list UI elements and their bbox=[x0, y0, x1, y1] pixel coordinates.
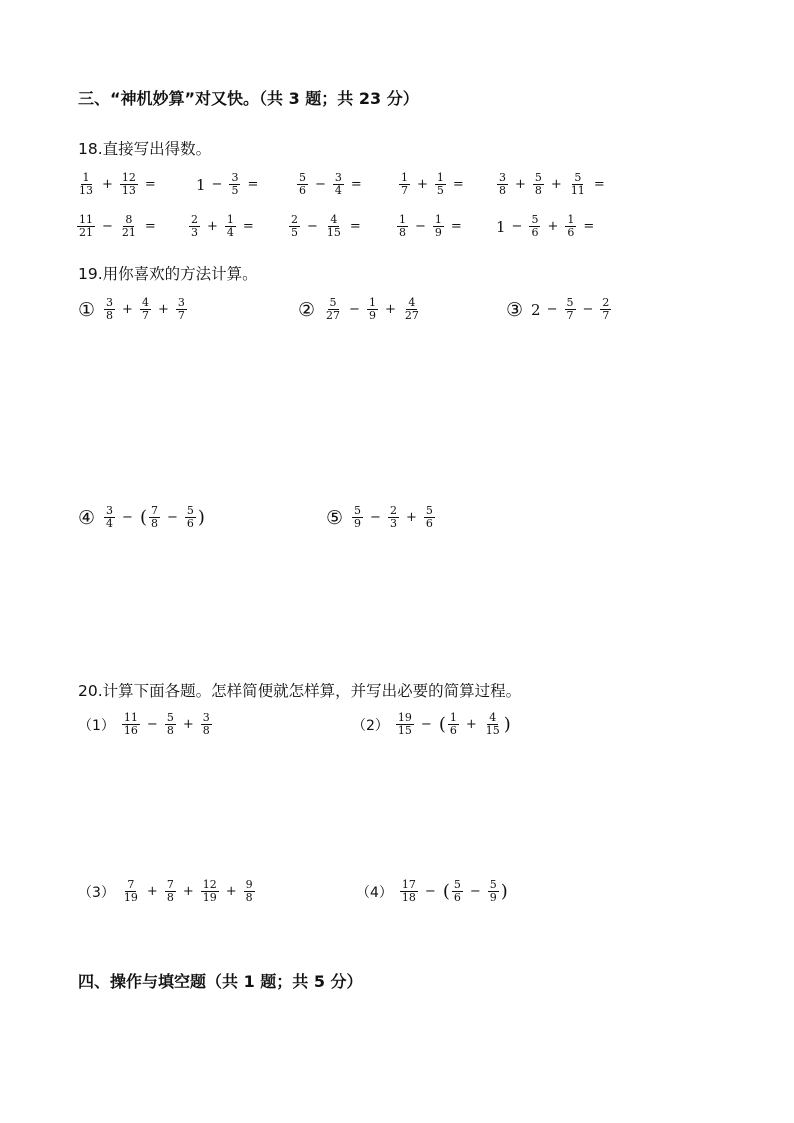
numerator: 3 bbox=[106, 296, 114, 309]
fraction bbox=[104, 297, 115, 322]
operator: + bbox=[547, 219, 559, 234]
operator: − bbox=[307, 219, 318, 234]
numerator: 3 bbox=[499, 171, 506, 184]
numerator: 7 bbox=[166, 878, 174, 891]
denominator: 9 bbox=[489, 891, 497, 904]
numerator: 1 bbox=[399, 213, 406, 226]
operator: + bbox=[225, 884, 237, 899]
operator: + bbox=[550, 177, 562, 192]
item-label: （2） bbox=[352, 717, 389, 734]
denominator: 27 bbox=[404, 309, 419, 322]
fraction bbox=[165, 712, 176, 737]
numerator: 1 bbox=[368, 296, 376, 309]
fraction bbox=[400, 879, 418, 904]
fraction bbox=[424, 505, 435, 530]
q18-expr bbox=[496, 172, 611, 197]
fraction bbox=[397, 214, 408, 239]
fraction bbox=[149, 505, 160, 530]
numerator: 17 bbox=[401, 878, 416, 891]
item-marker: ③ bbox=[506, 298, 524, 321]
operator: + bbox=[102, 177, 113, 192]
denominator: 8 bbox=[245, 891, 253, 904]
fraction bbox=[189, 214, 200, 239]
fraction bbox=[165, 879, 176, 904]
q18-expr bbox=[76, 172, 162, 197]
operator: = bbox=[247, 177, 259, 192]
numerator: 2 bbox=[191, 213, 198, 226]
fraction bbox=[201, 879, 219, 904]
section-4-title: 四、操作与填空题（共 1 题；共 5 分） bbox=[78, 972, 363, 991]
fraction bbox=[201, 712, 212, 737]
numerator: 4 bbox=[141, 296, 149, 309]
item-label: （4） bbox=[356, 884, 393, 901]
integer: 2 bbox=[531, 300, 541, 319]
denominator: 8 bbox=[150, 517, 158, 530]
numerator: 11 bbox=[79, 213, 93, 226]
operator: − bbox=[469, 884, 481, 899]
q18-title: 18.直接写出得数。 bbox=[78, 140, 212, 158]
operator: + bbox=[157, 302, 169, 317]
denominator: 19 bbox=[123, 891, 138, 904]
fraction bbox=[225, 214, 236, 239]
q19-item-2 bbox=[298, 297, 422, 322]
numerator: 5 bbox=[166, 711, 174, 724]
q20-item-1 bbox=[78, 712, 213, 737]
numerator: 19 bbox=[397, 711, 412, 724]
denominator: 15 bbox=[397, 724, 412, 737]
fraction bbox=[229, 172, 240, 197]
operator: = bbox=[593, 177, 605, 192]
denominator: 9 bbox=[368, 309, 376, 322]
numerator: 1 bbox=[567, 213, 575, 226]
numerator: 3 bbox=[106, 504, 114, 517]
operator: + bbox=[465, 717, 477, 732]
fraction bbox=[120, 172, 138, 197]
operator: − bbox=[511, 219, 523, 234]
denominator: 6 bbox=[299, 184, 306, 197]
fraction bbox=[388, 505, 399, 530]
operator: − bbox=[546, 302, 558, 317]
denominator: 3 bbox=[191, 226, 198, 239]
fraction bbox=[333, 172, 344, 197]
numerator: 1 bbox=[434, 213, 442, 226]
operator: = bbox=[144, 177, 156, 192]
numerator: 12 bbox=[202, 878, 217, 891]
q18-expr bbox=[76, 214, 162, 239]
fraction bbox=[140, 297, 151, 322]
numerator: 3 bbox=[177, 296, 185, 309]
expression bbox=[323, 297, 422, 322]
numerator: 8 bbox=[125, 213, 133, 226]
denominator: 21 bbox=[121, 226, 136, 239]
fraction bbox=[403, 297, 421, 322]
denominator: 7 bbox=[177, 309, 185, 322]
operator: + bbox=[515, 177, 526, 192]
denominator: 7 bbox=[566, 309, 574, 322]
numerator: 1 bbox=[401, 171, 408, 184]
operator: + bbox=[146, 884, 158, 899]
parenthesis: ( bbox=[442, 881, 450, 902]
numerator: 7 bbox=[127, 878, 135, 891]
operator: + bbox=[122, 302, 133, 317]
q18-expr bbox=[396, 214, 468, 239]
parenthesis: ) bbox=[197, 507, 205, 528]
item-marker: ① bbox=[78, 298, 96, 321]
numerator: 7 bbox=[150, 504, 158, 517]
fraction bbox=[399, 172, 410, 197]
numerator: 1 bbox=[226, 213, 234, 226]
operator: − bbox=[420, 717, 432, 732]
denominator: 8 bbox=[399, 226, 406, 239]
numerator: 2 bbox=[602, 296, 610, 309]
numerator: 5 bbox=[574, 171, 582, 184]
fraction bbox=[396, 712, 414, 737]
numerator: 5 bbox=[299, 171, 306, 184]
q19-item-5 bbox=[326, 505, 436, 530]
operator: + bbox=[182, 884, 194, 899]
operator: − bbox=[146, 717, 158, 732]
fraction bbox=[448, 712, 459, 737]
operator: − bbox=[102, 219, 113, 234]
q19-title: 19.用你喜欢的方法计算。 bbox=[78, 265, 258, 283]
numerator: 5 bbox=[329, 296, 337, 309]
operator: + bbox=[405, 510, 417, 525]
operator: = bbox=[349, 219, 361, 234]
operator: − bbox=[415, 219, 426, 234]
q18-expr bbox=[196, 172, 264, 197]
denominator: 5 bbox=[436, 184, 444, 197]
fraction bbox=[600, 297, 611, 322]
operator: + bbox=[384, 302, 396, 317]
numerator: 11 bbox=[123, 711, 138, 724]
denominator: 6 bbox=[186, 517, 194, 530]
denominator: 4 bbox=[226, 226, 234, 239]
denominator: 6 bbox=[425, 517, 433, 530]
operator: − bbox=[166, 510, 178, 525]
q20-item-2 bbox=[352, 712, 512, 737]
item-label: （3） bbox=[78, 884, 115, 901]
denominator: 8 bbox=[166, 724, 174, 737]
denominator: 6 bbox=[567, 226, 575, 239]
denominator: 21 bbox=[79, 226, 93, 239]
parenthesis: ( bbox=[139, 507, 147, 528]
fraction bbox=[122, 712, 140, 737]
numerator: 5 bbox=[425, 504, 433, 517]
denominator: 7 bbox=[141, 309, 149, 322]
fraction bbox=[488, 879, 499, 904]
operator: − bbox=[424, 884, 436, 899]
expression bbox=[103, 297, 188, 322]
fraction bbox=[497, 172, 508, 197]
operator: + bbox=[417, 177, 428, 192]
denominator: 6 bbox=[453, 891, 461, 904]
numerator: 4 bbox=[489, 711, 497, 724]
fraction bbox=[367, 297, 378, 322]
item-marker: ② bbox=[298, 298, 316, 321]
denominator: 6 bbox=[531, 226, 539, 239]
denominator: 4 bbox=[106, 517, 114, 530]
operator: = bbox=[450, 219, 462, 234]
operator: − bbox=[122, 510, 133, 525]
expression bbox=[103, 505, 206, 530]
denominator: 5 bbox=[231, 184, 239, 197]
numerator: 2 bbox=[291, 213, 298, 226]
q19-item-4 bbox=[78, 505, 206, 530]
denominator: 8 bbox=[499, 184, 506, 197]
numerator: 5 bbox=[531, 213, 539, 226]
q20-title: 20.计算下面各题。怎样简便就怎样算，并写出必要的简算过程。 bbox=[78, 682, 522, 700]
q18-expr bbox=[188, 214, 260, 239]
fraction bbox=[324, 297, 342, 322]
q19-item-1 bbox=[78, 297, 188, 322]
operator: + bbox=[207, 219, 218, 234]
fraction bbox=[565, 297, 576, 322]
numerator: 1 bbox=[449, 711, 457, 724]
fraction bbox=[185, 505, 196, 530]
numerator: 3 bbox=[202, 711, 210, 724]
expression bbox=[351, 505, 436, 530]
numerator: 5 bbox=[354, 504, 362, 517]
denominator: 6 bbox=[449, 724, 457, 737]
operator: = bbox=[242, 219, 254, 234]
fraction bbox=[244, 879, 255, 904]
q18-expr bbox=[296, 172, 368, 197]
integer: 1 bbox=[496, 217, 506, 236]
numerator: 5 bbox=[186, 504, 194, 517]
denominator: 7 bbox=[602, 309, 610, 322]
expression bbox=[121, 879, 256, 904]
denominator: 13 bbox=[79, 184, 93, 197]
fraction bbox=[433, 214, 444, 239]
denominator: 8 bbox=[166, 891, 174, 904]
numerator: 5 bbox=[534, 171, 542, 184]
section-3-title: 三、“神机妙算”对又快。（共 3 题；共 23 分） bbox=[78, 89, 419, 108]
fraction bbox=[104, 505, 115, 530]
denominator: 13 bbox=[121, 184, 136, 197]
q18-expr bbox=[496, 214, 600, 239]
numerator: 2 bbox=[389, 504, 397, 517]
denominator: 9 bbox=[354, 517, 362, 530]
denominator: 11 bbox=[570, 184, 585, 197]
parenthesis: ) bbox=[503, 714, 511, 735]
fraction bbox=[325, 214, 343, 239]
denominator: 5 bbox=[291, 226, 298, 239]
parenthesis: ( bbox=[438, 714, 446, 735]
operator: = bbox=[350, 177, 362, 192]
operator: − bbox=[349, 302, 360, 317]
integer: 1 bbox=[196, 175, 206, 194]
numerator: 12 bbox=[121, 171, 136, 184]
fraction bbox=[77, 172, 95, 197]
denominator: 4 bbox=[334, 184, 342, 197]
denominator: 27 bbox=[326, 309, 341, 322]
operator: = bbox=[583, 219, 595, 234]
expression bbox=[531, 297, 612, 322]
denominator: 3 bbox=[389, 517, 397, 530]
fraction bbox=[297, 172, 308, 197]
expression bbox=[395, 712, 512, 737]
fraction bbox=[77, 214, 95, 239]
numerator: 4 bbox=[330, 213, 338, 226]
operator: − bbox=[370, 510, 381, 525]
fraction bbox=[452, 879, 463, 904]
numerator: 5 bbox=[566, 296, 574, 309]
operator: − bbox=[315, 177, 326, 192]
fraction bbox=[120, 214, 138, 239]
fraction bbox=[533, 172, 544, 197]
item-marker: ④ bbox=[78, 506, 96, 529]
fraction bbox=[435, 172, 446, 197]
operator: − bbox=[582, 302, 594, 317]
numerator: 4 bbox=[408, 296, 416, 309]
operator: = bbox=[144, 219, 156, 234]
numerator: 1 bbox=[436, 171, 444, 184]
denominator: 9 bbox=[434, 226, 442, 239]
fraction bbox=[352, 505, 363, 530]
denominator: 15 bbox=[326, 226, 341, 239]
item-label: （1） bbox=[78, 717, 115, 734]
q19-item-3 bbox=[506, 297, 612, 322]
fraction bbox=[565, 214, 576, 239]
numerator: 5 bbox=[453, 878, 461, 891]
denominator: 16 bbox=[123, 724, 138, 737]
q18-expr bbox=[398, 172, 470, 197]
denominator: 8 bbox=[534, 184, 542, 197]
denominator: 19 bbox=[202, 891, 217, 904]
numerator: 3 bbox=[231, 171, 239, 184]
fraction bbox=[122, 879, 140, 904]
expression bbox=[121, 712, 213, 737]
denominator: 18 bbox=[401, 891, 416, 904]
numerator: 1 bbox=[82, 171, 90, 184]
denominator: 8 bbox=[106, 309, 114, 322]
numerator: 9 bbox=[245, 878, 253, 891]
q20-item-3 bbox=[78, 879, 256, 904]
numerator: 3 bbox=[334, 171, 342, 184]
denominator: 7 bbox=[401, 184, 408, 197]
operator: − bbox=[211, 177, 223, 192]
denominator: 8 bbox=[202, 724, 210, 737]
denominator: 15 bbox=[485, 724, 500, 737]
fraction bbox=[484, 712, 502, 737]
item-marker: ⑤ bbox=[326, 506, 344, 529]
fraction bbox=[289, 214, 300, 239]
fraction bbox=[176, 297, 187, 322]
fraction bbox=[569, 172, 587, 197]
operator: + bbox=[182, 717, 194, 732]
q20-item-4 bbox=[356, 879, 509, 904]
fraction bbox=[529, 214, 540, 239]
expression bbox=[399, 879, 509, 904]
parenthesis: ) bbox=[500, 881, 508, 902]
numerator: 5 bbox=[489, 878, 497, 891]
q18-expr bbox=[288, 214, 367, 239]
operator: = bbox=[452, 177, 464, 192]
